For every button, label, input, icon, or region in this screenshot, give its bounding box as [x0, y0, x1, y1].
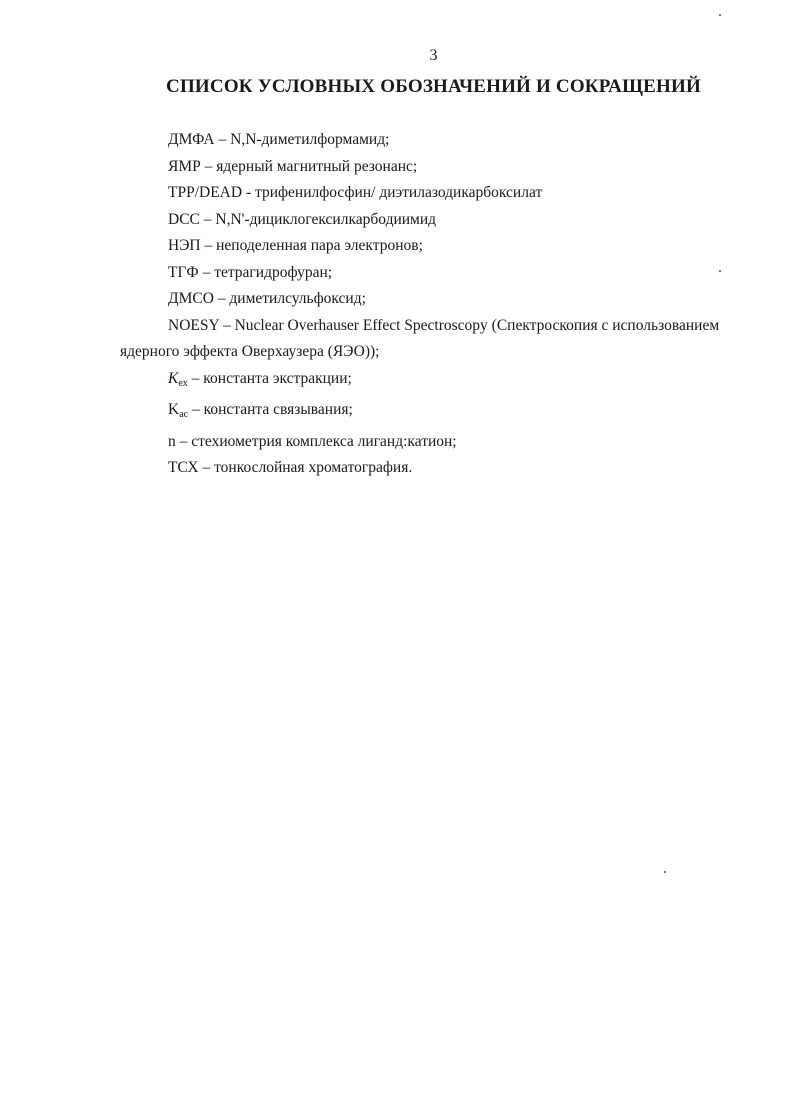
abbreviation-item: [120, 366, 760, 398]
abbreviation-definition: диметилсульфоксид;: [229, 290, 366, 307]
abbreviation-item: [120, 429, 760, 456]
abbreviation-term: ЯМР: [168, 157, 201, 175]
abbreviation-separator: –: [187, 369, 204, 387]
abbreviation-definition: константа связывания;: [203, 401, 353, 418]
abbreviation-definition: N,N'-дициклогексилкарбодиимид: [215, 210, 437, 228]
abbreviation-separator: –: [175, 432, 192, 450]
abbreviation-item: [120, 207, 760, 234]
abbreviation-definition: стехиометрия комплекса лиганд:катион;: [191, 432, 457, 450]
abbreviation-definition: N,N-диметилформамид;: [230, 131, 390, 148]
scan-speck: [664, 871, 666, 873]
abbreviation-separator: –: [213, 290, 230, 307]
abbreviation-item: [120, 286, 760, 313]
abbreviation-term: ДМСО: [168, 290, 214, 307]
abbreviation-term-subscript: ex: [178, 377, 188, 389]
abbreviation-separator: –: [198, 459, 215, 476]
abbreviation-term: K: [168, 401, 180, 418]
abbreviation-separator: –: [200, 157, 217, 175]
abbreviation-definition: тетрагидрофуран;: [214, 263, 333, 281]
abbreviation-list: [120, 127, 760, 482]
abbreviation-term: ТГФ: [168, 263, 199, 281]
abbreviation-definition: константа экстракции;: [203, 369, 352, 387]
abbreviation-item: [120, 455, 760, 482]
page-title: СПИСОК УСЛОВНЫХ ОБОЗНАЧЕНИЙ И СОКРАЩЕНИЙ: [166, 76, 701, 97]
abbreviation-separator: –: [214, 131, 231, 148]
scan-speck: [719, 14, 721, 16]
abbreviation-term: ДМФА: [168, 131, 215, 148]
abbreviation-definition: трифенилфосфин/ диэтилазодикарбоксилат: [255, 184, 543, 201]
abbreviation-separator: –: [199, 210, 216, 228]
abbreviation-separator: –: [200, 237, 217, 254]
abbreviation-term: TPP/DEAD: [168, 184, 243, 201]
abbreviation-term: DCC: [168, 210, 200, 228]
abbreviation-term: K: [168, 369, 179, 387]
abbreviation-item: [120, 313, 760, 366]
abbreviation-term: NOESY: [168, 316, 220, 334]
abbreviation-item: [120, 397, 760, 429]
abbreviation-item: [120, 127, 760, 154]
abbreviation-definition: неподеленная пара электронов;: [216, 237, 423, 254]
abbreviation-item: [120, 180, 760, 207]
abbreviation-term: НЭП: [168, 237, 201, 254]
abbreviation-definition: тонкослойная хроматография.: [214, 459, 413, 476]
page-number: 3: [429, 47, 438, 64]
abbreviation-item: [120, 154, 760, 181]
abbreviation-term: ТСХ: [168, 459, 199, 476]
abbreviation-separator: –: [219, 316, 235, 334]
abbreviation-definition: Nuclear Overhauser Effect Spectroscopy (Спектроскопия с использованием ядерного эффекта Оверхаузера (ЯЭО));: [120, 316, 720, 360]
scan-speck: [719, 270, 721, 272]
abbreviation-definition: ядерный магнитный резонанс;: [216, 157, 418, 175]
abbreviation-term: n: [168, 432, 176, 450]
abbreviation-separator: –: [198, 263, 215, 281]
abbreviation-separator: -: [242, 184, 255, 201]
abbreviation-item: [120, 233, 760, 260]
abbreviation-term-subscript: ac: [179, 409, 189, 420]
abbreviation-separator: –: [188, 401, 204, 418]
abbreviation-item: [120, 260, 760, 287]
